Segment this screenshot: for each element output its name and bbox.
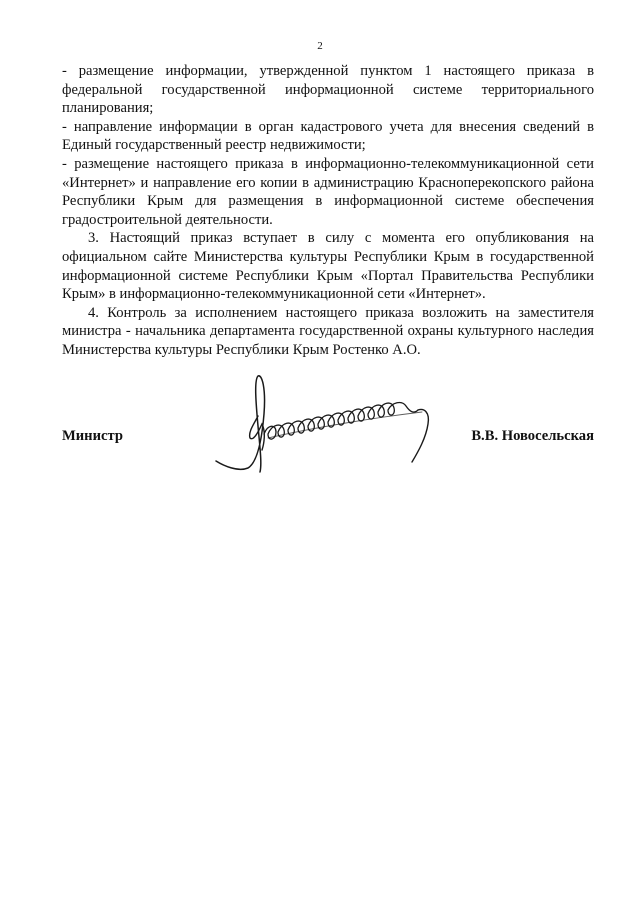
- paragraph-control: 4. Контроль за исполнением настоящего приказа возложить на заместителя министра - начальника департамента государственной охраны культурного наследия Министерства культуры Республики Крым Ростенко А.О.: [62, 304, 594, 358]
- list-item-cadastral-registry: - направление информации в орган кадастрового учета для внесения сведений в Единый государственный реестр недвижимости;: [62, 118, 594, 154]
- signatory-name: В.В. Новосельская: [471, 428, 594, 444]
- document-body: [62, 62, 594, 360]
- list-item-publish-internet: - размещение настоящего приказа в информационно-телекоммуникационной сети «Интернет» и направление его копии в администрацию Красноперекопского района Республики Крым для размещения в информационной системе обеспечения градостроительной деятельности.: [62, 155, 594, 228]
- paragraph-effective-date: 3. Настоящий приказ вступает в силу с момента его опубликования на официальном сайте Министерства культуры Республики Крым в государственной информационной системе Республики Крым «Портал Правительства Республики Крым» в информационно-телекоммуникационной сети «Интернет».: [62, 230, 594, 303]
- page-number: 2: [317, 40, 323, 52]
- signature-block: [62, 426, 594, 448]
- list-item-publish-fgis: - размещение информации, утвержденной пунктом 1 настоящего приказа в федеральной государственной информационной системе территориального планирования;: [62, 63, 594, 117]
- signatory-title: Министр: [62, 428, 123, 444]
